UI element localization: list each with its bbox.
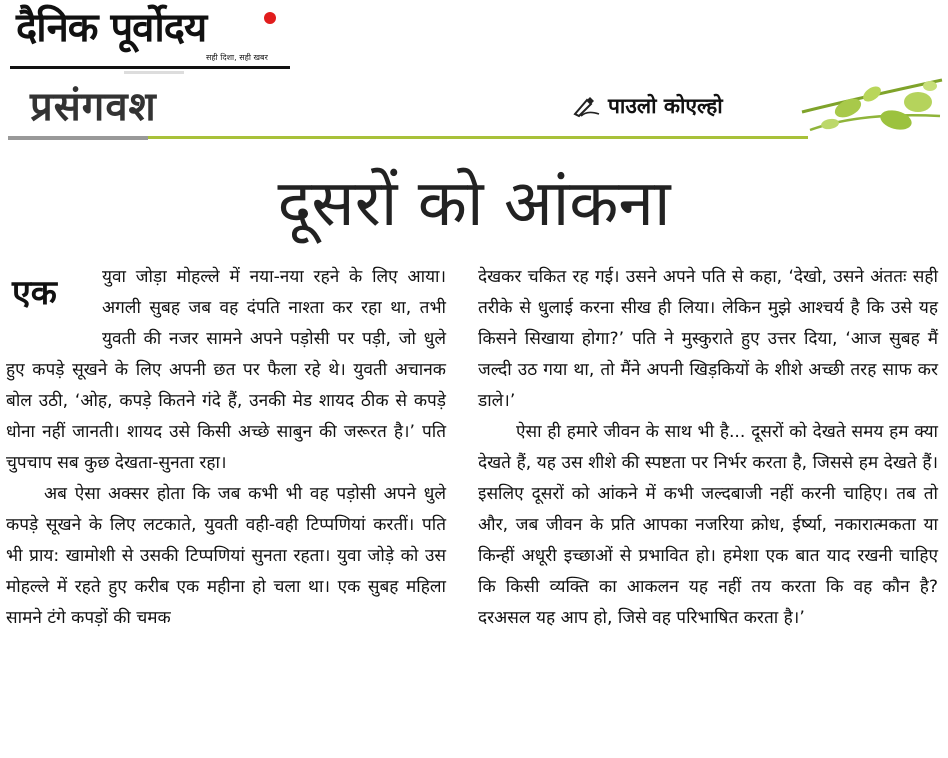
pen-writing-icon bbox=[573, 96, 601, 118]
article-headline: दूसरों को आंकना bbox=[277, 167, 671, 241]
logo-dot-icon bbox=[264, 12, 276, 24]
article-column-left bbox=[6, 262, 446, 634]
article-column-right bbox=[478, 262, 938, 634]
section-rule-left bbox=[8, 136, 148, 140]
paragraph: अब ऐसा अक्सर होता कि जब कभी भी वह पड़ोसी अपने धुले कपड़े सूखने के लिए लटकाते, युवती वही-वही टिप्पणियां करतीं। पति भी प्राय: खामोशी से उसकी टिप्पणियां सुनता रहता। युवा जोड़े को उस मोहल्ले में रहते हुए करीब एक महीना हो चला था। एक सुबह महिला सामने टंगे कपड़ों की चमक bbox=[6, 484, 446, 628]
dropcap: एक bbox=[12, 273, 57, 313]
masthead-subrule bbox=[124, 71, 184, 74]
section-label: प्रसंगवश bbox=[30, 84, 157, 130]
newspaper-logo: दैनिक पूर्वोदय bbox=[16, 4, 207, 51]
masthead-rule bbox=[10, 66, 290, 69]
author-name: पाउलो कोएल्हो bbox=[608, 94, 723, 118]
leaf-decoration-icon bbox=[800, 72, 945, 140]
masthead bbox=[10, 4, 290, 74]
paragraph: युवा जोड़ा मोहल्ले में नया-नया रहने के लिए आया। अगली सुबह जब वह दंपति नाश्ता कर रहा था, तभी युवती की नजर सामने अपने पड़ोसी पर पड़ी, जो धुले हुए कपड़े सूखने के लिए अपनी छत पर फैला रहे थे। युवती अचानक बोल उठी, ‘ओह, कपड़े कितने गंदे हैं, उनकी मेड शायद ठीक से कपड़े धोना नहीं जानती। शायद उसे किसी अच्छे साबुन की जरूरत है।’ पति चुपचाप सब कुछ देखता-सुनता रहा। bbox=[6, 267, 446, 473]
paragraph: देखकर चकित रह गई। उसने अपने पति से कहा, ‘देखो, उसने अंततः सही तरीके से धुलाई करना सीख ही लिया। लेकिन मुझे आश्चर्य है कि उसे यह किसने सिखाया होगा?’ पति ने मुस्कुराते हुए उत्तर दिया, ‘आज सुबह मैं जल्दी उठ गया था, तो मैंने अपनी खिड़कियों के शीशे अच्छी तरह साफ कर डाले।’ bbox=[478, 267, 938, 411]
masthead-tagline: सही दिशा, सही खबर bbox=[206, 53, 268, 62]
paragraph: ऐसा ही हमारे जीवन के साथ भी है... दूसरों को देखते समय हम क्या देखते हैं, यह उस शीशे की स्पष्टता पर निर्भर करता है, जिससे हम देखते हैं। इसलिए दूसरों को आंकने में कभी जल्दबाजी नहीं करनी चाहिए। तब तो और, जब जीवन के प्रति आपका नजरिया क्रोध, ईर्ष्या, नकारात्मकता या किन्हीं अधूरी इच्छाओं से प्रभावित हो। हमेशा एक बात याद रखनी चाहिए कि किसी व्यक्ति का आकलन यह नहीं तय करता कि वह कौन है? दरअसल यह आप हो, जिसे वह परिभाषित करता है।’ bbox=[478, 422, 938, 628]
